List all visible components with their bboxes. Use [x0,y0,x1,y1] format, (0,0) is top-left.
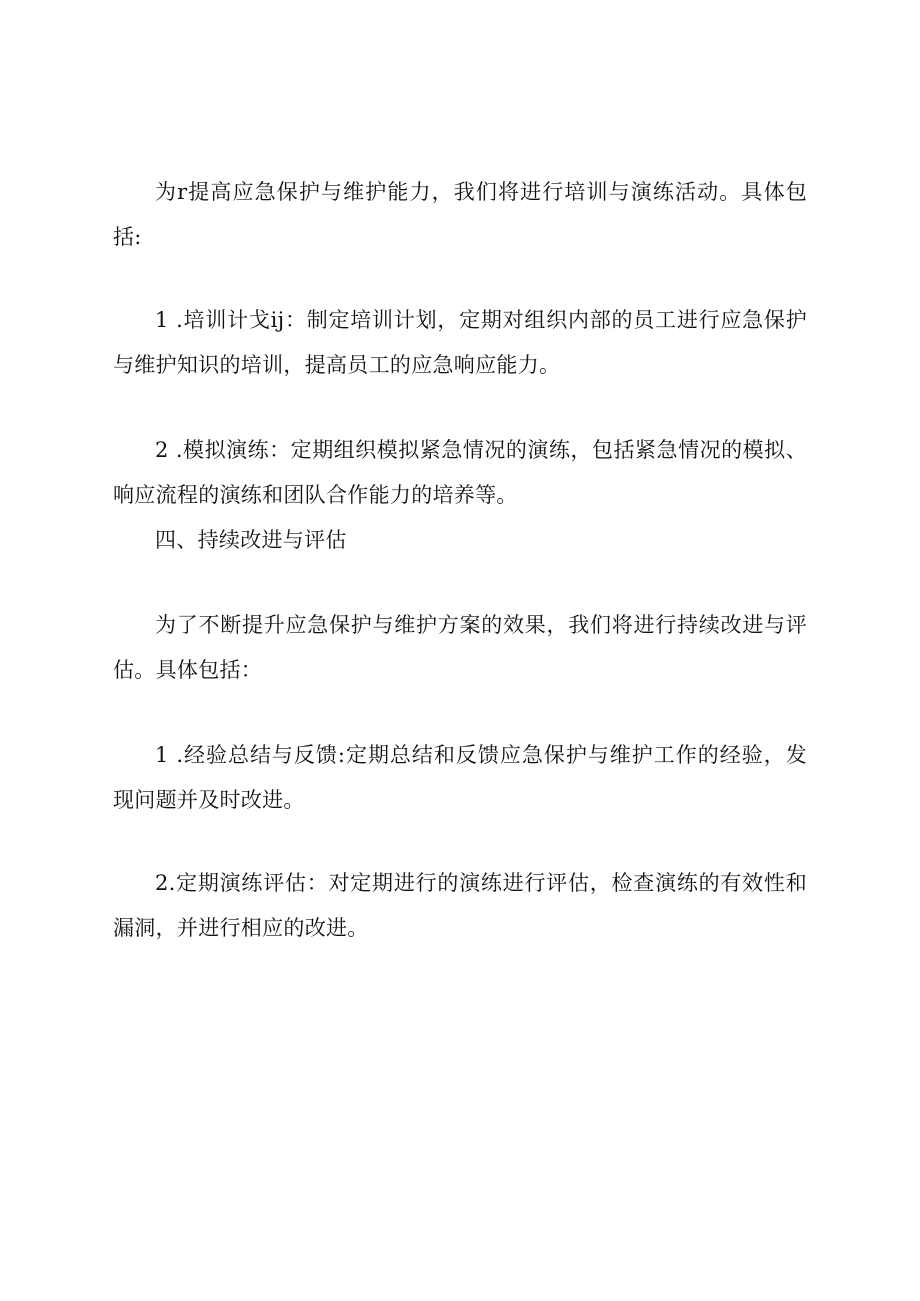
paragraph-improvement-intro: 为了不断提升应急保护与维护方案的效果，我们将进行持续改进与评估。具体包括： [113,613,807,682]
section-heading-continuous-improvement: 四、持续改进与评估 [155,528,347,552]
paragraph-drill-evaluation: 2.定期演练评估：对定期进行的演练进行评估，检查演练的有效性和漏洞，并进行相应的改进。 [113,871,807,940]
document-body [113,170,807,951]
paragraph-simulation-drill: 2 .模拟演练：定期组织模拟紧急情况的演练，包括紧急情况的模拟、响应流程的演练和团队合作能力的培养等。 [113,438,807,507]
paragraph-training-intro: 为r提高应急保护与维护能力，我们将进行培训与演练活动。具体包括: [113,180,807,249]
paragraph-experience-feedback: 1 .经验总结与反馈:定期总结和反馈应急保护与维护工作的经验，发现问题并及时改进。 [113,743,807,812]
paragraph-training-plan: 1 .培训计戈ij：制定培训计划，定期对组织内部的员工进行应急保护与维护知识的培训，提高员工的应急响应能力。 [113,308,807,377]
